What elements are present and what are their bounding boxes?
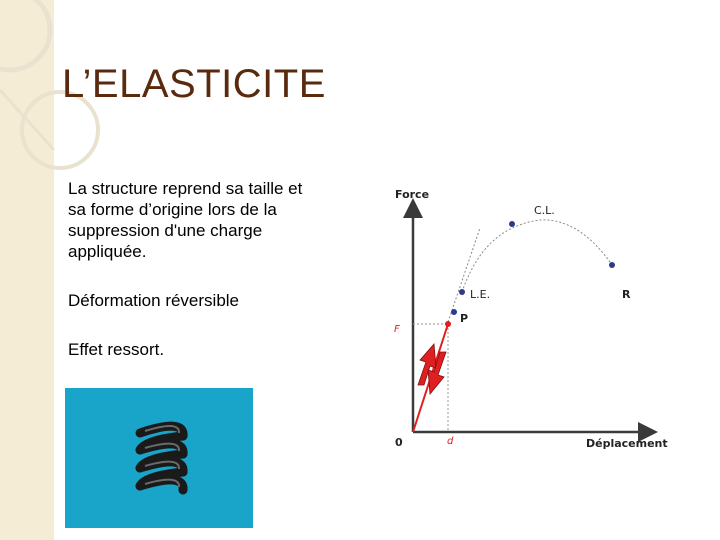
y-axis-label: Force bbox=[395, 188, 430, 201]
text-line: La structure reprend sa taille et bbox=[68, 179, 303, 198]
spring-image bbox=[65, 388, 253, 528]
elastic-extension-line bbox=[448, 228, 480, 322]
force-marker-label: F bbox=[394, 324, 400, 335]
coil-spring-icon bbox=[65, 388, 253, 528]
label-p: P bbox=[460, 312, 469, 325]
body-text bbox=[68, 178, 358, 388]
label-le: L.E. bbox=[470, 288, 491, 301]
definition-paragraph bbox=[68, 178, 358, 262]
text-line: sa forme d’origine lors de la bbox=[68, 200, 277, 219]
x-axis-label: Déplacement bbox=[586, 437, 668, 450]
point-r bbox=[609, 262, 615, 268]
reversible-deformation-text: Déformation réversible bbox=[68, 291, 240, 310]
point-p bbox=[445, 321, 451, 327]
label-cl: C.L. bbox=[534, 204, 555, 217]
label-r: R bbox=[622, 288, 631, 301]
load-unload-arrows bbox=[418, 344, 446, 394]
origin-label: 0 bbox=[395, 436, 403, 449]
slide-title: L’ELASTICITE bbox=[62, 62, 326, 106]
text-line: appliquée. bbox=[68, 242, 147, 261]
point-cl bbox=[509, 221, 515, 227]
text-line: suppression d'une charge bbox=[68, 221, 263, 240]
point-elastic-limit bbox=[451, 309, 457, 315]
displacement-marker-label: d bbox=[447, 436, 454, 447]
force-displacement-chart bbox=[380, 180, 680, 470]
spring-effect-text: Effet ressort. bbox=[68, 340, 165, 359]
stress-curve bbox=[462, 220, 612, 292]
point-yield bbox=[459, 289, 465, 295]
